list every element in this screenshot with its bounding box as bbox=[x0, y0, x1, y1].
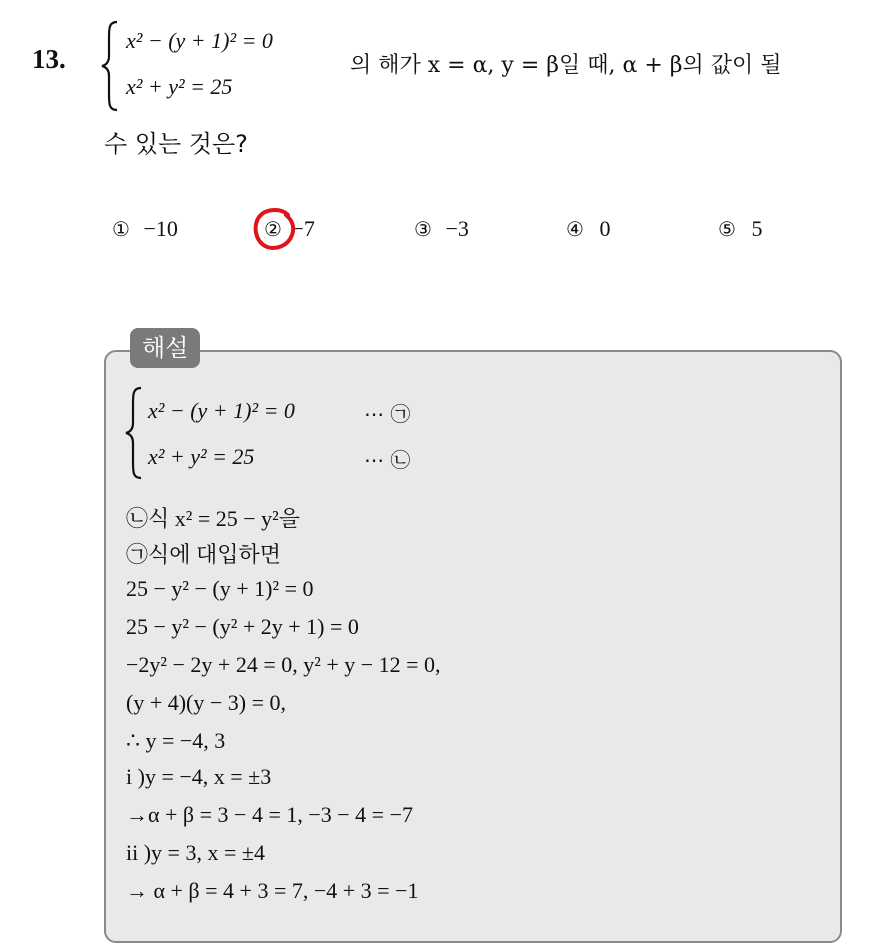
solution-line-9: →α + β = 3 − 4 = 1, −3 − 4 = −7 bbox=[126, 802, 413, 827]
solution-line-11: → α + β = 4 + 3 = 7, −4 + 3 = −1 bbox=[126, 878, 419, 903]
solution-line-7: ∴ y = −4, 3 bbox=[126, 728, 226, 753]
choice-1-marker: ① bbox=[112, 219, 130, 241]
solution-line-3: 25 − y² − (y + 1)² = 0 bbox=[126, 576, 314, 601]
question-equation-2: x² + y² = 25 bbox=[126, 74, 233, 99]
question-number: 13. bbox=[32, 44, 66, 74]
choice-1-value: −10 bbox=[143, 216, 178, 241]
solution-line-8: i )y = −4, x = ±3 bbox=[126, 764, 272, 789]
solution-equation-2-label: ⋯ ㉡ bbox=[364, 448, 411, 472]
choice-3-marker: ③ bbox=[414, 219, 432, 241]
choice-5-marker: ⑤ bbox=[718, 219, 736, 241]
choice-3[interactable] bbox=[414, 216, 469, 242]
answer-choices bbox=[0, 216, 884, 250]
choice-3-value: −3 bbox=[445, 216, 469, 241]
solution-equation-system bbox=[124, 386, 454, 482]
choice-2-value: −7 bbox=[291, 216, 315, 241]
solution-equation-2: x² + y² = 25 bbox=[148, 444, 255, 469]
solution-left-brace-icon bbox=[124, 386, 144, 480]
question-equation-1: x² − (y + 1)² = 0 bbox=[126, 28, 273, 53]
solution-line-1: ㉡식 x² = 25 − y²을 bbox=[126, 506, 301, 531]
answer-circle-mark-icon bbox=[251, 205, 297, 251]
choice-4[interactable] bbox=[566, 216, 610, 242]
choice-1[interactable] bbox=[112, 216, 178, 242]
solution-line-4: 25 − y² − (y² + 2y + 1) = 0 bbox=[126, 614, 359, 639]
solution-line-5: −2y² − 2y + 24 = 0, y² + y − 12 = 0, bbox=[126, 652, 441, 677]
solution-line-2: ㉠식에 대입하면 bbox=[126, 542, 282, 567]
choice-4-value: 0 bbox=[599, 216, 611, 241]
solution-tag: 해설 bbox=[130, 328, 200, 368]
question-stem-line-2: 수 있는 것은? bbox=[104, 130, 248, 158]
question-equation-system bbox=[100, 20, 340, 110]
choice-5-value: 5 bbox=[751, 216, 763, 241]
left-brace-icon bbox=[100, 20, 120, 112]
choice-5[interactable] bbox=[718, 216, 762, 242]
solution-equation-1-label: ⋯ ㉠ bbox=[364, 402, 411, 426]
choice-4-marker: ④ bbox=[566, 219, 584, 241]
choice-2-marker: ② bbox=[264, 219, 282, 241]
solution-line-6: (y + 4)(y − 3) = 0, bbox=[126, 690, 287, 715]
solution-equation-1: x² − (y + 1)² = 0 bbox=[148, 398, 295, 423]
solution-line-10: ii )y = 3, x = ±4 bbox=[126, 840, 265, 865]
question-stem-line-1: 의 해가 x = α, y = β일 때, α + β의 값이 될 bbox=[350, 53, 782, 78]
